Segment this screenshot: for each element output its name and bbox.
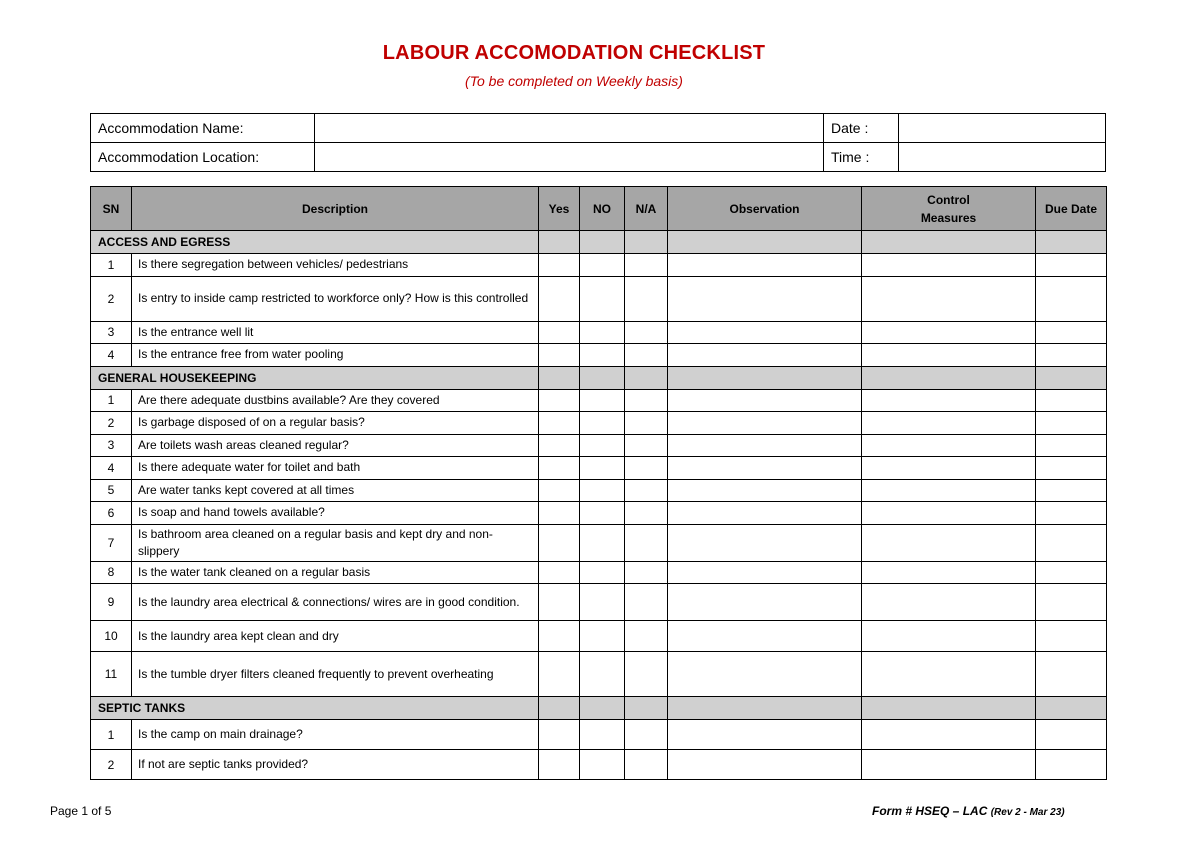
control-measures-cell[interactable] bbox=[862, 389, 1036, 412]
yes-cell[interactable] bbox=[539, 457, 580, 480]
date-field[interactable] bbox=[899, 114, 1106, 143]
observation-cell[interactable] bbox=[668, 321, 862, 344]
section-cell bbox=[668, 697, 862, 720]
yes-cell[interactable] bbox=[539, 389, 580, 412]
control-measures-cell[interactable] bbox=[862, 412, 1036, 435]
due-date-cell[interactable] bbox=[1036, 412, 1107, 435]
yes-cell[interactable] bbox=[539, 502, 580, 525]
observation-cell[interactable] bbox=[668, 584, 862, 621]
na-cell[interactable] bbox=[625, 254, 668, 277]
no-cell[interactable] bbox=[580, 344, 625, 367]
section-row-access-egress bbox=[91, 231, 1107, 254]
section-cell bbox=[862, 697, 1036, 720]
control-measures-cell[interactable] bbox=[862, 584, 1036, 621]
yes-cell[interactable] bbox=[539, 524, 580, 561]
section-cell bbox=[1036, 366, 1107, 389]
control-measures-cell[interactable] bbox=[862, 502, 1036, 525]
no-cell[interactable] bbox=[580, 389, 625, 412]
row-sn: 1 bbox=[91, 254, 132, 277]
section-cell bbox=[625, 697, 668, 720]
section-title: ACCESS AND EGRESS bbox=[91, 231, 539, 254]
observation-cell[interactable] bbox=[668, 750, 862, 780]
due-date-cell[interactable] bbox=[1036, 750, 1107, 780]
no-cell[interactable] bbox=[580, 412, 625, 435]
row-sn: 11 bbox=[91, 652, 132, 697]
yes-cell[interactable] bbox=[539, 321, 580, 344]
na-cell[interactable] bbox=[625, 502, 668, 525]
section-cell bbox=[668, 231, 862, 254]
page-number: Page 1 of 5 bbox=[50, 804, 112, 818]
observation-cell[interactable] bbox=[668, 720, 862, 750]
page-title: LABOUR ACCOMODATION CHECKLIST bbox=[382, 42, 766, 64]
yes-cell[interactable] bbox=[539, 621, 580, 652]
na-cell[interactable] bbox=[625, 561, 668, 584]
accommodation-info-table bbox=[90, 113, 1106, 172]
section-cell bbox=[539, 366, 580, 389]
yes-cell[interactable] bbox=[539, 276, 580, 321]
column-header-sn: SN bbox=[91, 187, 132, 231]
observation-cell[interactable] bbox=[668, 276, 862, 321]
observation-cell[interactable] bbox=[668, 502, 862, 525]
yes-cell[interactable] bbox=[539, 344, 580, 367]
due-date-cell[interactable] bbox=[1036, 720, 1107, 750]
no-cell[interactable] bbox=[580, 321, 625, 344]
table-row bbox=[91, 720, 1107, 750]
section-cell bbox=[580, 366, 625, 389]
row-sn: 5 bbox=[91, 479, 132, 502]
table-row bbox=[91, 276, 1107, 321]
row-sn: 4 bbox=[91, 457, 132, 480]
na-cell[interactable] bbox=[625, 321, 668, 344]
table-row bbox=[91, 344, 1107, 367]
row-description: Is the tumble dryer filters cleaned frequently to prevent overheating bbox=[132, 652, 539, 697]
due-date-cell[interactable] bbox=[1036, 479, 1107, 502]
row-description: If not are septic tanks provided? bbox=[132, 750, 539, 780]
section-cell bbox=[539, 231, 580, 254]
control-label-line1: Control bbox=[927, 192, 970, 207]
due-date-cell[interactable] bbox=[1036, 584, 1107, 621]
row-sn: 2 bbox=[91, 412, 132, 435]
row-sn: 2 bbox=[91, 750, 132, 780]
due-date-cell[interactable] bbox=[1036, 254, 1107, 277]
due-date-cell[interactable] bbox=[1036, 561, 1107, 584]
row-description: Is there segregation between vehicles/ pedestrians bbox=[132, 254, 539, 277]
observation-cell[interactable] bbox=[668, 457, 862, 480]
column-header-no: NO bbox=[580, 187, 625, 231]
no-cell[interactable] bbox=[580, 502, 625, 525]
table-row bbox=[91, 254, 1107, 277]
due-date-cell[interactable] bbox=[1036, 389, 1107, 412]
row-sn: 10 bbox=[91, 621, 132, 652]
info-row-location bbox=[91, 143, 1106, 172]
date-label: Date : bbox=[824, 114, 899, 143]
due-date-cell[interactable] bbox=[1036, 457, 1107, 480]
time-field[interactable] bbox=[899, 143, 1106, 172]
observation-cell[interactable] bbox=[668, 621, 862, 652]
row-description: Is the camp on main drainage? bbox=[132, 720, 539, 750]
yes-cell[interactable] bbox=[539, 479, 580, 502]
section-row-general-housekeeping bbox=[91, 366, 1107, 389]
section-cell bbox=[580, 231, 625, 254]
yes-cell[interactable] bbox=[539, 652, 580, 697]
table-row bbox=[91, 434, 1107, 457]
row-description: Is garbage disposed of on a regular basis? bbox=[132, 412, 539, 435]
row-description: Is bathroom area cleaned on a regular basis and kept dry and non-slippery bbox=[132, 524, 539, 561]
control-measures-cell[interactable] bbox=[862, 561, 1036, 584]
na-cell[interactable] bbox=[625, 276, 668, 321]
column-header-yes: Yes bbox=[539, 187, 580, 231]
control-measures-cell[interactable] bbox=[862, 457, 1036, 480]
column-header-due-date: Due Date bbox=[1036, 187, 1107, 231]
control-measures-cell[interactable] bbox=[862, 750, 1036, 780]
observation-cell[interactable] bbox=[668, 434, 862, 457]
section-row-septic-tanks bbox=[91, 697, 1107, 720]
na-cell[interactable] bbox=[625, 524, 668, 561]
control-measures-cell[interactable] bbox=[862, 652, 1036, 697]
due-date-cell[interactable] bbox=[1036, 652, 1107, 697]
no-cell[interactable] bbox=[580, 621, 625, 652]
row-description: Are toilets wash areas cleaned regular? bbox=[132, 434, 539, 457]
section-title: GENERAL HOUSEKEEPING bbox=[91, 366, 539, 389]
row-description: Is the entrance free from water pooling bbox=[132, 344, 539, 367]
row-description: Is there adequate water for toilet and bath bbox=[132, 457, 539, 480]
info-row-name bbox=[91, 114, 1106, 143]
checklist-header-row bbox=[91, 187, 1107, 231]
yes-cell[interactable] bbox=[539, 561, 580, 584]
table-row bbox=[91, 502, 1107, 525]
no-cell[interactable] bbox=[580, 457, 625, 480]
no-cell[interactable] bbox=[580, 479, 625, 502]
no-cell[interactable] bbox=[580, 524, 625, 561]
accommodation-location-field[interactable] bbox=[315, 143, 824, 172]
observation-cell[interactable] bbox=[668, 479, 862, 502]
no-cell[interactable] bbox=[580, 584, 625, 621]
control-measures-cell[interactable] bbox=[862, 434, 1036, 457]
table-row bbox=[91, 584, 1107, 621]
yes-cell[interactable] bbox=[539, 412, 580, 435]
row-sn: 2 bbox=[91, 276, 132, 321]
column-header-na: N/A bbox=[625, 187, 668, 231]
page-subtitle: (To be completed on Weekly basis) bbox=[465, 73, 683, 89]
form-number: Form # HSEQ – LAC bbox=[872, 804, 988, 818]
table-row bbox=[91, 652, 1107, 697]
due-date-cell[interactable] bbox=[1036, 434, 1107, 457]
column-header-control-measures bbox=[862, 187, 1036, 231]
observation-cell[interactable] bbox=[668, 561, 862, 584]
accommodation-name-label: Accommodation Name: bbox=[91, 114, 315, 143]
control-measures-cell[interactable] bbox=[862, 321, 1036, 344]
na-cell[interactable] bbox=[625, 479, 668, 502]
row-sn: 1 bbox=[91, 389, 132, 412]
section-title: SEPTIC TANKS bbox=[91, 697, 539, 720]
control-measures-cell[interactable] bbox=[862, 276, 1036, 321]
row-sn: 6 bbox=[91, 502, 132, 525]
table-row bbox=[91, 621, 1107, 652]
due-date-cell[interactable] bbox=[1036, 344, 1107, 367]
na-cell[interactable] bbox=[625, 434, 668, 457]
section-cell bbox=[668, 366, 862, 389]
yes-cell[interactable] bbox=[539, 584, 580, 621]
control-measures-cell[interactable] bbox=[862, 479, 1036, 502]
na-cell[interactable] bbox=[625, 344, 668, 367]
observation-cell[interactable] bbox=[668, 652, 862, 697]
section-cell bbox=[1036, 697, 1107, 720]
na-cell[interactable] bbox=[625, 457, 668, 480]
due-date-cell[interactable] bbox=[1036, 621, 1107, 652]
row-description: Are water tanks kept covered at all times bbox=[132, 479, 539, 502]
no-cell[interactable] bbox=[580, 652, 625, 697]
yes-cell[interactable] bbox=[539, 434, 580, 457]
observation-cell[interactable] bbox=[668, 389, 862, 412]
na-cell[interactable] bbox=[625, 412, 668, 435]
yes-cell[interactable] bbox=[539, 750, 580, 780]
row-description: Is the laundry area kept clean and dry bbox=[132, 621, 539, 652]
section-cell bbox=[1036, 231, 1107, 254]
control-label-line2: Measures bbox=[920, 210, 977, 225]
no-cell[interactable] bbox=[580, 276, 625, 321]
no-cell[interactable] bbox=[580, 434, 625, 457]
column-header-observation: Observation bbox=[668, 187, 862, 231]
na-cell[interactable] bbox=[625, 720, 668, 750]
form-reference bbox=[872, 804, 1065, 818]
row-sn: 7 bbox=[91, 524, 132, 561]
accommodation-name-field[interactable] bbox=[315, 114, 824, 143]
no-cell[interactable] bbox=[580, 720, 625, 750]
control-measures-cell[interactable] bbox=[862, 344, 1036, 367]
na-cell[interactable] bbox=[625, 389, 668, 412]
row-sn: 1 bbox=[91, 720, 132, 750]
section-cell bbox=[862, 366, 1036, 389]
no-cell[interactable] bbox=[580, 561, 625, 584]
na-cell[interactable] bbox=[625, 584, 668, 621]
control-measures-cell[interactable] bbox=[862, 621, 1036, 652]
table-row bbox=[91, 321, 1107, 344]
row-description: Is the laundry area electrical & connections/ wires are in good condition. bbox=[132, 584, 539, 621]
observation-cell[interactable] bbox=[668, 344, 862, 367]
section-cell bbox=[580, 697, 625, 720]
accommodation-location-label: Accommodation Location: bbox=[91, 143, 315, 172]
table-row bbox=[91, 412, 1107, 435]
control-measures-cell[interactable] bbox=[862, 254, 1036, 277]
section-cell bbox=[862, 231, 1036, 254]
table-row bbox=[91, 750, 1107, 780]
table-row bbox=[91, 389, 1107, 412]
row-description: Is the entrance well lit bbox=[132, 321, 539, 344]
section-cell bbox=[625, 366, 668, 389]
row-description: Is the water tank cleaned on a regular basis bbox=[132, 561, 539, 584]
row-sn: 3 bbox=[91, 321, 132, 344]
na-cell[interactable] bbox=[625, 652, 668, 697]
na-cell[interactable] bbox=[625, 750, 668, 780]
no-cell[interactable] bbox=[580, 750, 625, 780]
row-description: Are there adequate dustbins available? Are they covered bbox=[132, 389, 539, 412]
observation-cell[interactable] bbox=[668, 254, 862, 277]
column-header-description: Description bbox=[132, 187, 539, 231]
observation-cell[interactable] bbox=[668, 524, 862, 561]
control-measures-cell[interactable] bbox=[862, 524, 1036, 561]
table-row bbox=[91, 524, 1107, 561]
no-cell[interactable] bbox=[580, 254, 625, 277]
row-sn: 9 bbox=[91, 584, 132, 621]
control-measures-cell[interactable] bbox=[862, 720, 1036, 750]
due-date-cell[interactable] bbox=[1036, 276, 1107, 321]
table-row bbox=[91, 479, 1107, 502]
section-cell bbox=[625, 231, 668, 254]
section-cell bbox=[539, 697, 580, 720]
checklist-table bbox=[90, 186, 1107, 780]
due-date-cell[interactable] bbox=[1036, 524, 1107, 561]
time-label: Time : bbox=[824, 143, 899, 172]
yes-cell[interactable] bbox=[539, 720, 580, 750]
row-description: Is soap and hand towels available? bbox=[132, 502, 539, 525]
row-sn: 3 bbox=[91, 434, 132, 457]
table-row bbox=[91, 457, 1107, 480]
observation-cell[interactable] bbox=[668, 412, 862, 435]
na-cell[interactable] bbox=[625, 621, 668, 652]
table-row bbox=[91, 561, 1107, 584]
due-date-cell[interactable] bbox=[1036, 321, 1107, 344]
form-revision: (Rev 2 - Mar 23) bbox=[990, 807, 1065, 818]
yes-cell[interactable] bbox=[539, 254, 580, 277]
due-date-cell[interactable] bbox=[1036, 502, 1107, 525]
row-sn: 8 bbox=[91, 561, 132, 584]
row-description: Is entry to inside camp restricted to workforce only? How is this controlled bbox=[132, 276, 539, 321]
row-sn: 4 bbox=[91, 344, 132, 367]
